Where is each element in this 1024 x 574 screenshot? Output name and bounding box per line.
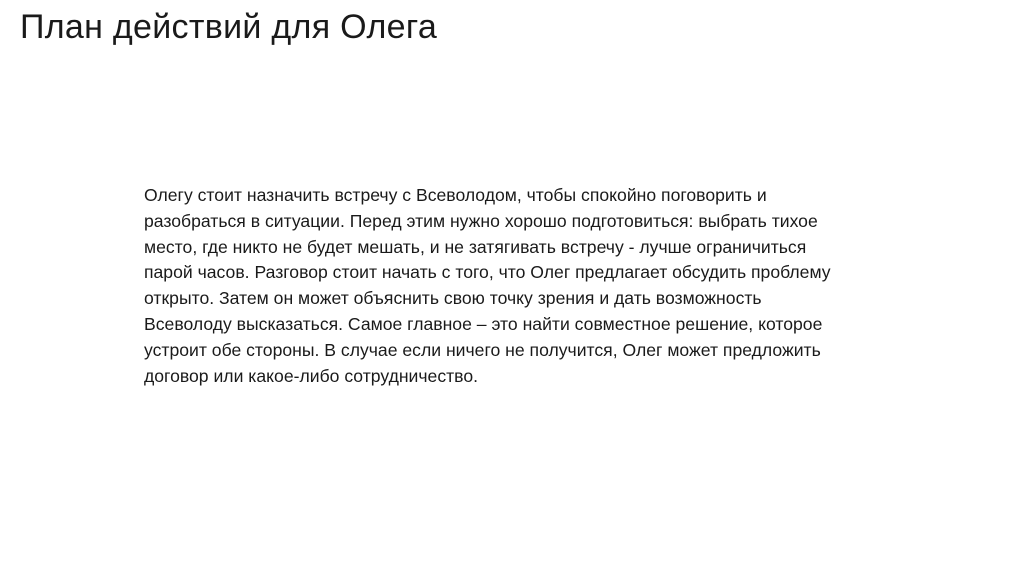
body-line: Олегу стоит назначить встречу с Всеволодом, чтобы спокойно поговорить и: [144, 185, 767, 205]
body-line: договор или какое-либо сотрудничество.: [144, 365, 479, 386]
body-line: Всеволоду высказаться. Самое главное – это найти совместное решение, которое: [144, 313, 823, 334]
body-line: разобраться в ситуации. Перед этим нужно хорошо подготовиться: выбрать тихое: [144, 210, 818, 231]
slide-body-text: [144, 183, 904, 389]
body-line: открыто. Затем он может объяснить свою точку зрения и дать возможность: [144, 288, 762, 309]
body-line: парой часов. Разговор стоит начать с того, что Олег предлагает обсудить проблему: [144, 262, 831, 283]
slide-title: План действий для Олега: [20, 8, 438, 46]
body-line: устроит обе стороны. В случае если ничего не получится, Олег может предложить: [144, 339, 821, 360]
body-line: место, где никто не будет мешать, и не затягивать встречу - лучше ограничиться: [144, 236, 807, 257]
